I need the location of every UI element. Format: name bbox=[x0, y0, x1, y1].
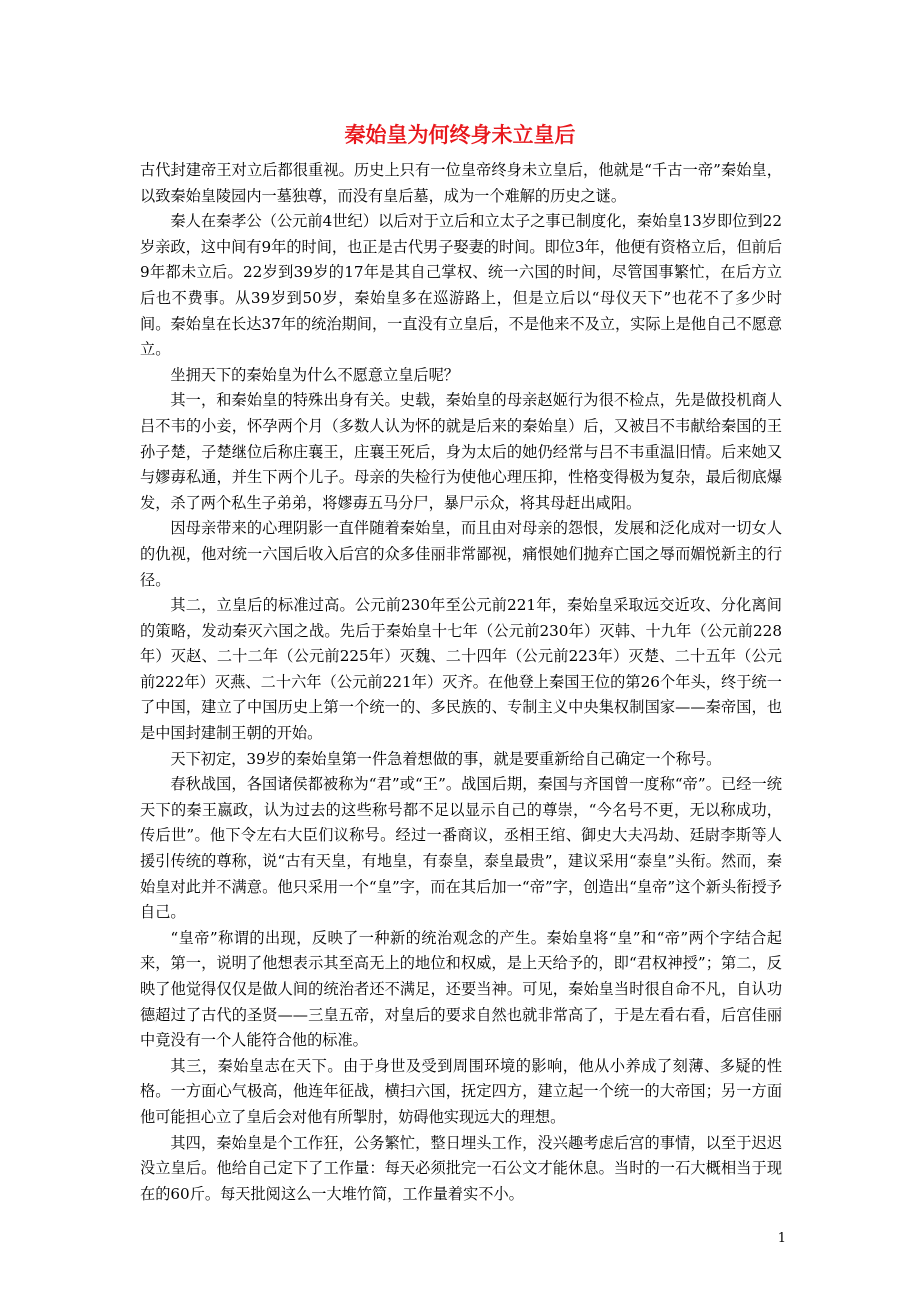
page-number: 1 bbox=[777, 1231, 786, 1246]
paragraph-title-naming: 天下初定，39岁的秦始皇第一件急着想做的事，就是要重新给自己确定一个称号。 bbox=[170, 749, 722, 768]
paragraph-reason-one: 其一，和秦始皇的特殊出身有关。史载，秦始皇的母亲赵姬行为很不检点，先是做投机商人吕不韦的小妾，怀孕两个月（多数人认为怀的就是后来的秦始皇）后，又被吕不韦献给秦国的王孙子楚，子楚继位后称庄襄王，庄襄王死后，身为太后的她仍经常与吕不韦重温旧情。后来她又与嫪毐私通，并生下两个儿子。母亲的失检行为使他心理压抑，性格变得极为复杂，最后彻底爆发，杀了两个私生子弟弟，将嫪毐五马分尸，暴尸示众，将其母赶出咸阳。 bbox=[140, 391, 782, 512]
paragraph-question: 坐拥天下的秦始皇为什么不愿意立皇后呢？ bbox=[170, 365, 459, 384]
document-body bbox=[140, 158, 782, 1207]
paragraph-intro: 古代封建帝王对立后都很重视。历史上只有一位皇帝终身未立皇后，他就是“千古一帝”秦始皇，以致秦始皇陵园内一墓独尊，而没有皇后墓，成为一个难解的历史之谜。 bbox=[140, 161, 782, 205]
paragraph-emperor-title: 春秋战国，各国诸侯都被称为“君”或“王”。战国后期，秦国与齐国曾一度称“帝”。已经一统天下的秦王嬴政，认为过去的这些称号都不足以显示自己的尊崇，“今名号不更，无以称成功，传后世”。他下令左右大臣们议称号。经过一番商议，丞相王绾、御史大夫冯劫、廷尉李斯等人援引传统的尊称，说“古有天皇，有地皇，有泰皇，泰皇最贵”，建议采用“泰皇”头衔。然而，秦始皇对此并不满意。他只采用一个“皇”字，而在其后加一“帝”字，创造出“皇帝”这个新头衔授予自己。 bbox=[140, 775, 782, 922]
paragraph-reason-three: 其三，秦始皇志在天下。由于身世及受到周围环境的影响，他从小养成了刻薄、多疑的性格。一方面心气极高，他连年征战，横扫六国，抚定四方，建立起一个统一的大帝国；另一方面他可能担心立了皇后会对他有所掣肘，妨碍他实现远大的理想。 bbox=[140, 1056, 782, 1126]
document-title: 秦始皇为何终身未立皇后 bbox=[344, 123, 576, 147]
paragraph-reason-four: 其四，秦始皇是个工作狂，公务繁忙，整日埋头工作，没兴趣考虑后宫的事情，以至于迟迟没立皇后。他给自己定下了工作量：每天必须批完一石公文才能休息。当时的一石大概相当于现在的60斤。每天批阅这么一大堆竹简，工作量着实不小。 bbox=[140, 1133, 782, 1203]
paragraph-shadow: 因母亲带来的心理阴影一直伴随着秦始皇，而且由对母亲的怨恨，发展和泛化成对一切女人的仇视，他对统一六国后收入后宫的众多佳丽非常鄙视，痛恨她们抛弃亡国之辱而媚悦新主的行径。 bbox=[140, 519, 782, 589]
paragraph-qin-system: 秦人在秦孝公（公元前4世纪）以后对于立后和立太子之事已制度化，秦始皇13岁即位到22岁亲政，这中间有9年的时间，也正是古代男子娶妻的时间。即位3年，他便有资格立后，但前后9年都未立后。22岁到39岁的17年是其自己掌权、统一六国的时间，尽管国事繁忙，在后方立后也不费事。从39岁到50岁，秦始皇多在巡游路上，但是立后以“母仪天下”也花不了多少时间。秦始皇在长达37年的统治期间，一直没有立皇后，不是他来不及立，实际上是他自己不愿意立。 bbox=[140, 212, 783, 359]
paragraph-reason-two: 其二，立皇后的标准过高。公元前230年至公元前221年，秦始皇采取远交近攻、分化离间的策略，发动秦灭六国之战。先后于秦始皇十七年（公元前230年）灭韩、十九年（公元前228年）灭赵、二十二年（公元前225年）灭魏、二十四年（公元前223年）灭楚、二十五年（公元前222年）灭燕、二十六年（公元前221年）灭齐。在他登上秦国王位的第26个年头，终于统一了中国，建立了中国历史上第一个统一的、多民族的、专制主义中央集权制国家——秦帝国，也是中国封建制王朝的开始。 bbox=[140, 596, 782, 743]
paragraph-huangdi-meaning: “皇帝”称谓的出现，反映了一种新的统治观念的产生。秦始皇将“皇”和“帝”两个字结合起来，第一，说明了他想表示其至高无上的地位和权威，是上天给予的，即“君权神授”；第二，反映了他觉得仅仅是做人间的统治者还不满足，还要当神。可见，秦始皇当时很自命不凡，自认功德超过了古代的圣贤——三皇五帝，对皇后的要求自然也就非常高了，于是左看右看，后宫佳丽中竟没有一个人能符合他的标准。 bbox=[140, 928, 782, 1050]
